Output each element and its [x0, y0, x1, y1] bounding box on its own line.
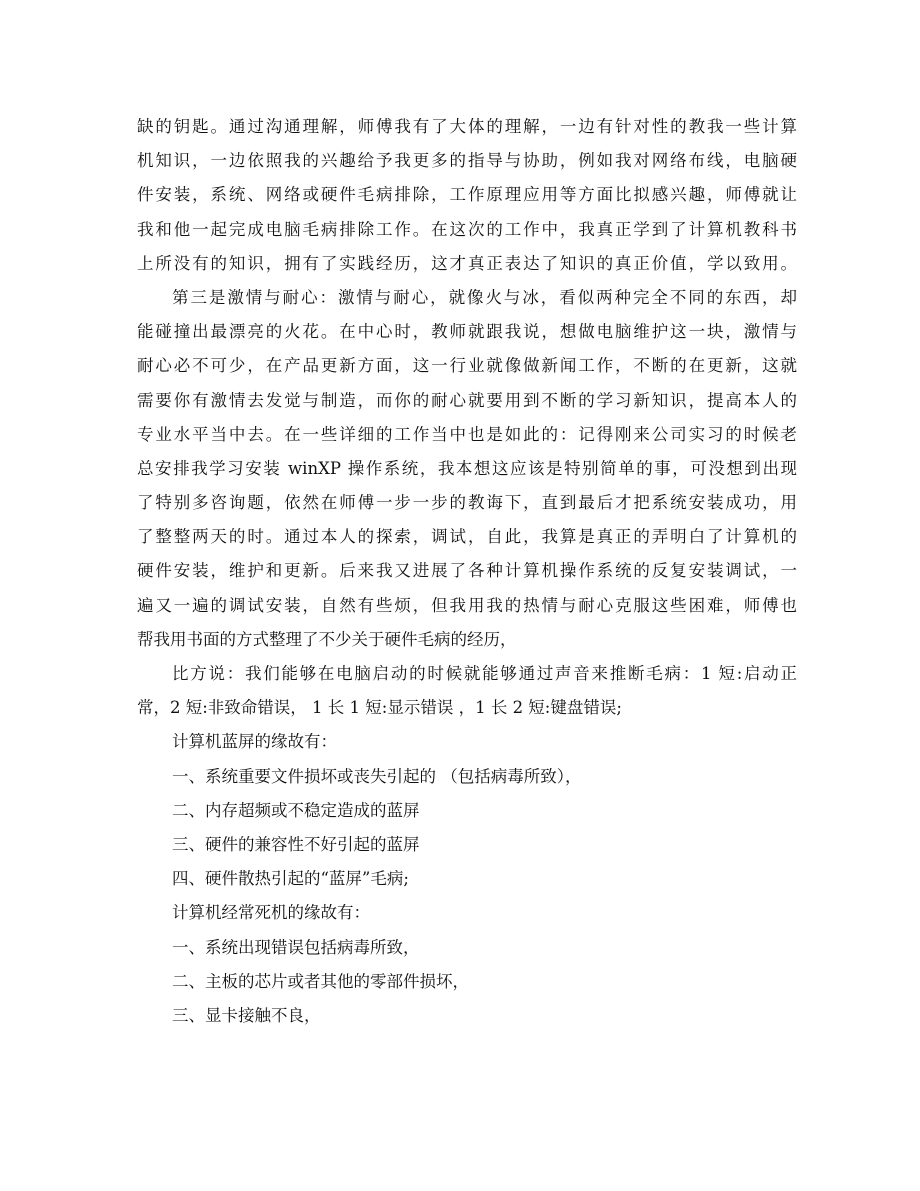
section-heading: 计算机蓝屏的缘故有：: [172, 732, 337, 752]
list-item: 二、内存超频或不稳定造成的蓝屏: [172, 800, 420, 820]
text-line: 帮我用书面的方式整理了不少关于硬件毛病的经历，: [137, 629, 517, 649]
text-line: 常，2 短:非致命错误， 1 长 1 短:显示错误 ，1 长 2 短:键盘错误;: [137, 698, 622, 718]
text-line: 硬件安装，维护和更新。后来我又进展了各种计算机操作系统的反复安装调试，一: [137, 561, 797, 581]
text-line: 了整整两天的时。通过本人的探索，调试，自此，我算是真正的弄明白了计算机的: [137, 527, 797, 547]
list-item: 三、显卡接触不良，: [172, 1005, 321, 1025]
text-line: 需要你有激情去发觉与制造，而你的耐心就要用到不断的学习新知识，提高本人的: [137, 390, 797, 410]
text-line: 能碰撞出最漂亮的火花。在中心时，教师就跟我说，想做电脑维护这一块，激情与: [137, 322, 797, 342]
text-line: 机知识，一边依照我的兴趣给予我更多的指导与协助，例如我对网络布线，电脑硬: [137, 151, 797, 171]
section-heading: 计算机经常死机的缘故有：: [172, 903, 370, 923]
paragraph-first-line: 比方说：我们能够在电脑启动的时候就能够通过声音来推断毛病：1 短:启动正: [172, 664, 797, 683]
list-item: 一、系统出现错误包括病毒所致，: [172, 937, 420, 957]
text-line: 上所没有的知识，拥有了实践经历，这才真正表达了知识的真正价值，学以致用。: [137, 253, 797, 273]
document-body: [137, 110, 797, 1033]
text-line: 总安排我学习安装 winXP 操作系统，我本想这应该是特别简单的事，可没想到出现: [137, 458, 797, 478]
text-line: 耐心必不可少，在产品更新方面，这一行业就像做新闻工作，不断的在更新，这就: [137, 356, 797, 376]
paragraph-first-line: 第三是激情与耐心：激情与耐心，就像火与冰，看似两种完全不同的东西，却: [172, 287, 797, 307]
text-line: 我和他一起完成电脑毛病排除工作。在这次的工作中，我真正学到了计算机教科书: [137, 219, 797, 239]
list-item: 三、硬件的兼容性不好引起的蓝屏: [172, 834, 420, 854]
list-item: 二、主板的芯片或者其他的零部件损坏，: [172, 971, 469, 991]
text-line: 缺的钥匙。通过沟通理解，师傅我有了大体的理解，一边有针对性的教我一些计算: [137, 117, 797, 136]
text-line: 了特别多咨询题，依然在师傅一步一步的教诲下，直到最后才把系统安装成功，用: [137, 493, 797, 513]
text-line: 件安装，系统、网络或硬件毛病排除，工作原理应用等方面比拟感兴趣，师傅就让: [137, 185, 797, 205]
text-line: 遍又一遍的调试安装，自然有些烦，但我用我的热情与耐心克服这些困难，师傅也: [137, 595, 797, 615]
list-item: 一、系统重要文件损坏或丧失引起的 （包括病毒所致），: [172, 766, 582, 786]
list-item: 四、硬件散热引起的“蓝屏”毛病;: [172, 869, 409, 889]
text-line: 专业水平当中去。在一些详细的工作当中也是如此的：记得刚来公司实习的时候老: [137, 424, 797, 444]
